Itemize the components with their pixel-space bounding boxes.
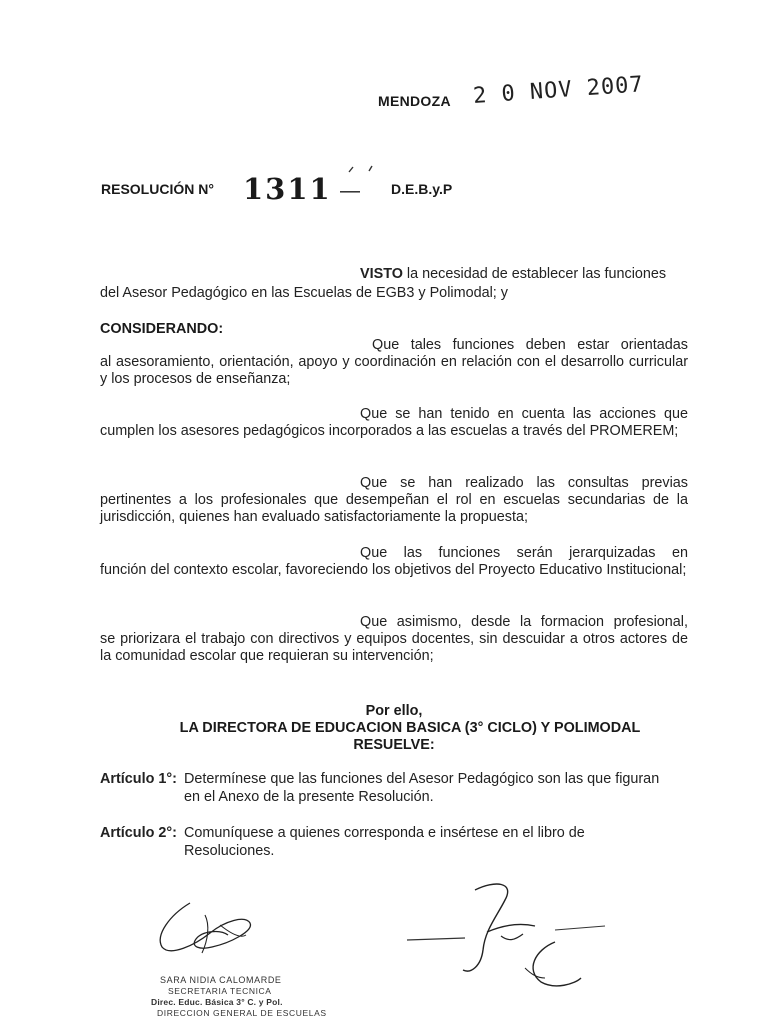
pen-mark-icon	[345, 163, 375, 177]
signature-left-title: SECRETARIA TECNICA	[168, 986, 272, 996]
article-2-line2: Resoluciones.	[184, 843, 275, 859]
visto-keyword: VISTO	[360, 266, 403, 282]
authority-line: LA DIRECTORA DE EDUCACION BASICA (3° CICLO) Y POLIMODAL	[179, 720, 641, 736]
considerando-p2-first: Que se han tenido en cuenta las acciones que	[360, 406, 688, 422]
city-label: MENDOZA	[378, 93, 451, 109]
por-ello: Por ello,	[365, 703, 423, 719]
article-2-label: Artículo 2°:	[100, 825, 177, 841]
considerando-heading: CONSIDERANDO:	[100, 321, 224, 337]
resolution-number: 1311	[243, 172, 332, 206]
signature-left-scribble	[150, 895, 260, 965]
article-1-label: Artículo 1°:	[100, 771, 177, 787]
resolution-label: RESOLUCIÓN N°	[101, 181, 214, 197]
considerando-p5-rest: se priorizara el trabajo con directivos y equipos docentes, sin descuidar a otros actores de la comunidad escolar que requieran su intervención;	[100, 631, 688, 664]
resuelve: RESUELVE:	[353, 737, 435, 753]
article-2-line1: Comuníquese a quienes corresponda e insértese en el libro de	[184, 825, 585, 841]
considerando-p1-rest: al asesoramiento, orientación, apoyo y coordinación en relación con el desarrollo curricular y los procesos de enseñanza;	[100, 354, 688, 387]
visto-line1-text: la necesidad de establecer las funciones	[402, 266, 667, 282]
signature-right-scribble	[405, 870, 615, 1000]
resolution-dash: —	[340, 180, 360, 202]
considerando-p3-rest: pertinentes a los profesionales que desempeñan el rol en escuelas secundarias de la jurisdicción, quienes han evaluado satisfactoriamente la propuesta;	[100, 492, 688, 525]
article-1-line1: Determínese que las funciones del Asesor Pedagógico son las que figuran	[184, 771, 660, 787]
considerando-p4-first: Que las funciones serán jerarquizadas en	[360, 545, 688, 561]
visto-line2: del Asesor Pedagógico en las Escuelas de EGB3 y Polimodal; y	[100, 285, 508, 301]
considerando-p3-first: Que se han realizado las consultas previas	[360, 475, 688, 491]
considerando-p5-first: Que asimismo, desde la formacion profesional,	[360, 614, 688, 630]
department-label: D.E.B.y.P	[391, 181, 453, 197]
signature-left-name: SARA NIDIA CALOMARDE	[160, 975, 282, 985]
handwritten-marks	[345, 163, 375, 177]
visto-line1	[360, 266, 690, 283]
considerando-p1-first: Que tales funciones deben estar orientadas	[372, 337, 688, 353]
considerando-p2-rest: cumplen los asesores pedagógicos incorporados a las escuelas a través del PROMEREM;	[100, 423, 679, 439]
signature-icon	[405, 870, 615, 1000]
article-1-line2: en el Anexo de la presente Resolución.	[184, 789, 434, 805]
signature-icon	[150, 895, 260, 965]
date-stamp: 2 0 NOV 2007	[472, 72, 645, 109]
signature-left-office2: DIRECCION GENERAL DE ESCUELAS	[157, 1008, 327, 1018]
considerando-p4-rest: función del contexto escolar, favoreciendo los objetivos del Proyecto Educativo Institucional;	[100, 562, 687, 578]
signature-left-office1: Direc. Educ. Básica 3° C. y Pol.	[151, 997, 283, 1007]
